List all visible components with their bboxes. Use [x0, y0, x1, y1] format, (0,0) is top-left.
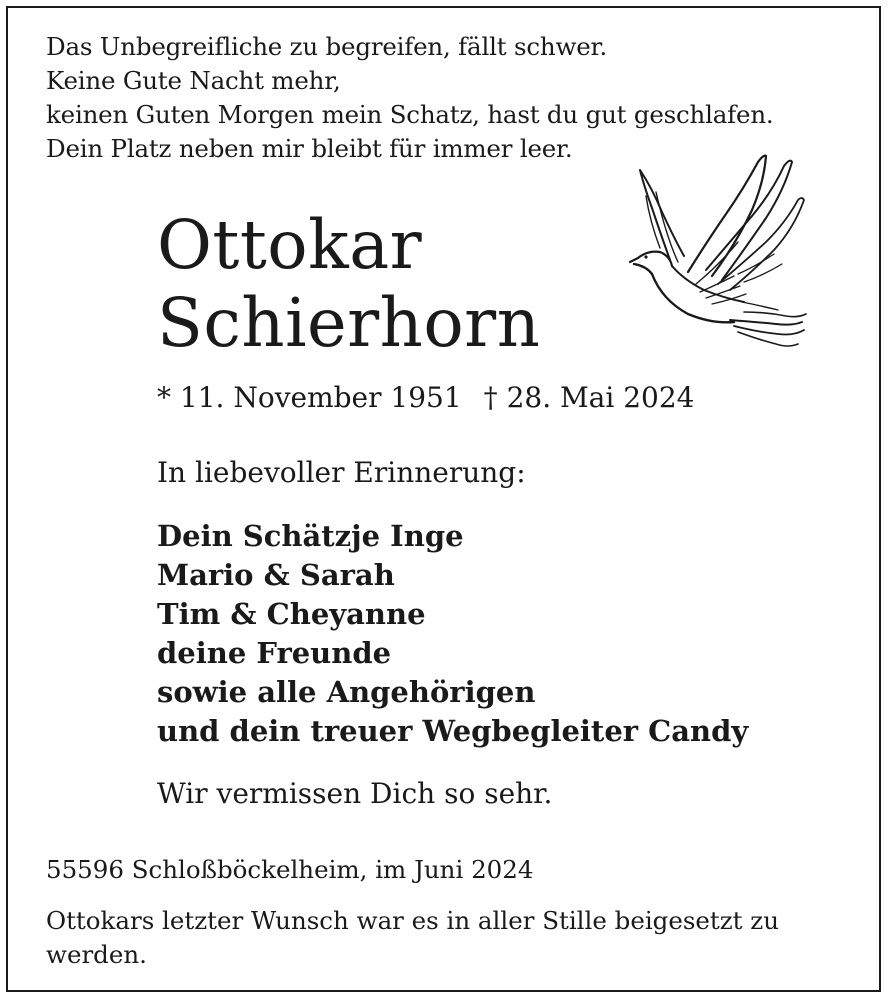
poem — [46, 30, 774, 166]
poem-line: Das Unbegreifliche zu begreifen, fällt schwer. — [46, 32, 607, 61]
closing-line: Wir vermissen Dich so sehr. — [157, 777, 553, 810]
dove-icon — [626, 152, 808, 354]
mourner: sowie alle Angehörigen — [157, 675, 536, 709]
mourner: deine Freunde — [157, 636, 392, 670]
poem-line: Keine Gute Nacht mehr, — [46, 66, 341, 95]
mourner: Tim & Cheyanne — [157, 597, 426, 631]
mourner: Mario & Sarah — [157, 558, 395, 592]
death-date: † 28. Mai 2024 — [483, 381, 695, 414]
poem-line: keinen Guten Morgen mein Schatz, hast du gut geschlafen. — [46, 100, 774, 129]
last-name: Schierhorn — [157, 284, 541, 362]
birth-date: * 11. November 1951 — [157, 381, 462, 414]
place-date: 55596 Schloßböckelheim, im Juni 2024 — [46, 855, 534, 884]
mourner: und dein treuer Wegbegleiter Candy — [157, 714, 749, 748]
mourner: Dein Schätzje Inge — [157, 519, 464, 553]
memory-line: In liebevoller Erinnerung: — [157, 456, 526, 489]
mourners-list — [157, 517, 748, 751]
life-dates — [157, 380, 694, 416]
poem-line: Dein Platz neben mir bleibt für immer leer. — [46, 134, 573, 163]
first-name: Ottokar — [157, 206, 423, 284]
last-wish: Ottokars letzter Wunsch war es in aller Stille beigesetzt zu werden. — [46, 906, 779, 969]
deceased-name — [157, 206, 540, 362]
